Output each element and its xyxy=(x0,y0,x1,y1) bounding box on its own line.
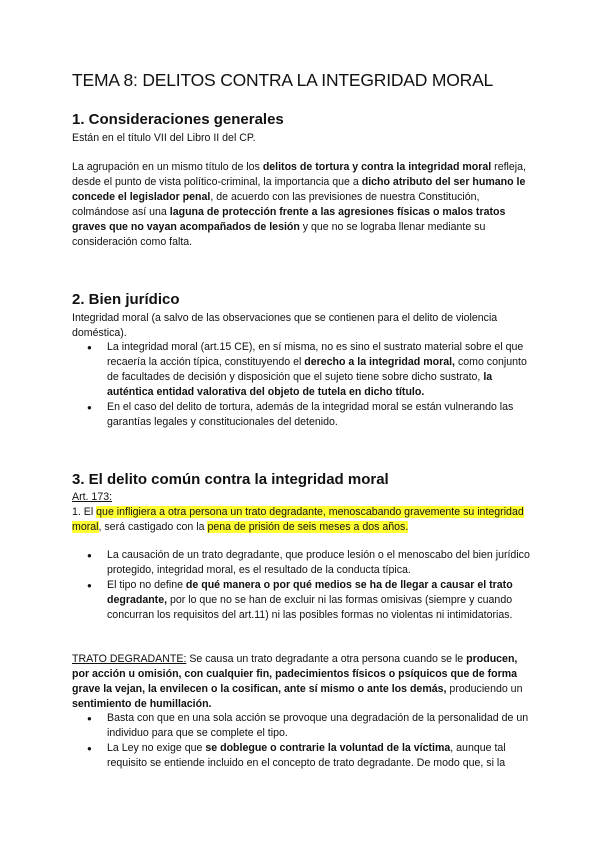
page-title: TEMA 8: DELITOS CONTRA LA INTEGRIDAD MORAL xyxy=(72,70,494,90)
section-1-heading: 1. Consideraciones generales xyxy=(72,111,284,128)
trato-bullets xyxy=(72,711,532,771)
section-2-bullets xyxy=(72,340,532,430)
article-reference: Art. 173: xyxy=(72,491,113,503)
list-item: ● Basta con que en una sola acción se provoque una degradación de la personalidad de un individuo para que se complete el tipo. xyxy=(72,711,532,741)
section-1-intro: Están en el título VII del Libro II del CP. xyxy=(72,132,256,144)
section-2-intro: Integridad moral (a salvo de las observaciones que se contienen para el delito de violencia doméstica). xyxy=(72,312,498,339)
list-item: ● La integridad moral (art.15 CE), en sí misma, no es sino el sustrato material sobre el que recaería la acción típica, constituyendo el derecho a la integridad moral, como conjunto de facultades de decisión y disposición que el sujeto tiene sobre dicho sustrato, la auténtica entidad valorativa del objeto de tutela en dicho título. xyxy=(72,340,532,400)
trato-degradante-definition: TRATO DEGRADANTE: Se causa un trato degradante a otra persona cuando se le producen, por acción u omisión, con cualquier fin, padecimientos físicos o psíquicos que de forma grave la vejan, la envilecen o la cosifican, ante sí mismo o ante los demás, produciendo un sentimiento de humillación. xyxy=(72,653,523,710)
list-item: ● En el caso del delito de tortura, además de la integridad moral se están vulnerando las garantías legales y constitucionales del detenido. xyxy=(72,400,532,430)
section-1-paragraph: La agrupación en un mismo título de los delitos de tortura y contra la integridad moral refleja, desde el punto de vista político-criminal, la importancia que a dicho atributo del ser humano le concede el legislador penal, de acuerdo con las previsiones de nuestra Constitución, colmándose así una laguna de protección frente a las agresiones físicas o malos tratos graves que no vayan acompañados de lesión y que no se lograba llenar mediante su consideración como falta. xyxy=(72,161,526,248)
article-text: 1. El que infligiera a otra persona un trato degradante, menoscabando gravemente su integridad moral, será castigado con la pena de prisión de seis meses a dos años. xyxy=(72,506,524,533)
list-item: ● La causación de un trato degradante, que produce lesión o el menoscabo del bien jurídico protegido, integridad moral, es el resultado de la conducta típica. xyxy=(72,548,532,578)
list-item: ● La Ley no exige que se doblegue o contrarie la voluntad de la víctima, aunque tal requisito se entiende incluido en el concepto de trato degradante. De modo que, si la xyxy=(72,741,532,771)
section-3-heading: 3. El delito común contra la integridad moral xyxy=(72,471,389,488)
section-2-heading: 2. Bien jurídico xyxy=(72,291,180,308)
section-3-bullets xyxy=(72,548,532,623)
list-item: ● El tipo no define de qué manera o por qué medios se ha de llegar a causar el trato degradante, por lo que no se han de excluir ni las formas omisivas (siempre y cuando concurran los requisitos del art.11) ni las posibles formas no violentas ni intimidatorias. xyxy=(72,578,532,623)
